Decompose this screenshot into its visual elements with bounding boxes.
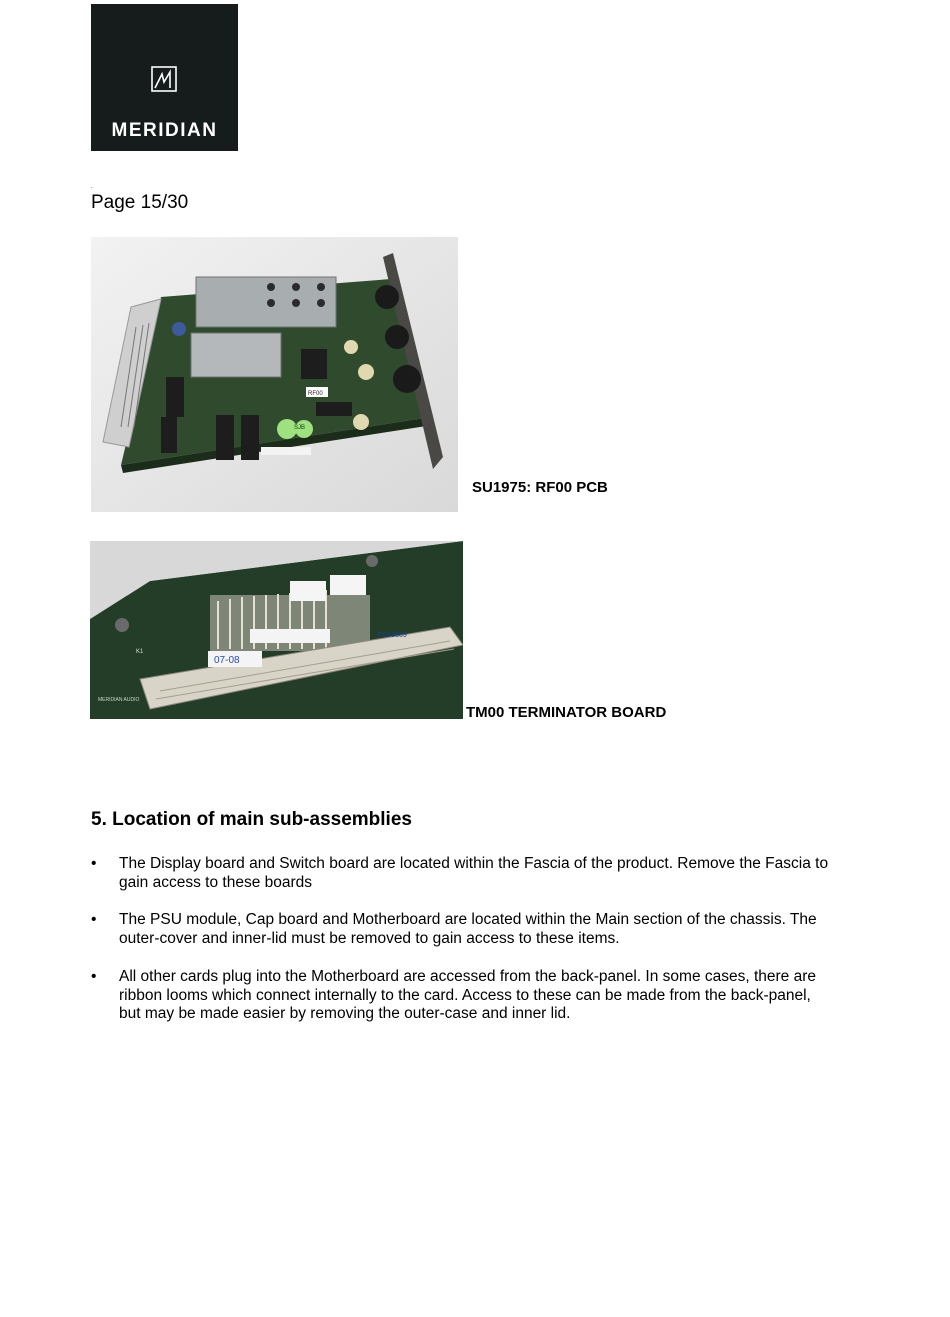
rf00-pcb-photo — [91, 237, 458, 512]
logo-wordmark: MERIDIAN — [111, 120, 218, 141]
bullet-list — [91, 855, 831, 1043]
list-item — [91, 911, 831, 948]
list-item — [91, 855, 831, 892]
pcb-label-brand: MERIDIAN AUDIO — [98, 697, 140, 703]
list-item — [91, 968, 831, 1024]
stray-dot: . — [91, 184, 93, 190]
pcb-label-rf00: RF00 — [308, 391, 323, 397]
section-heading: 5. Location of main sub-assemblies — [91, 809, 412, 830]
pcb-label-sjb: SJB — [294, 425, 306, 431]
tm00-board-photo — [90, 541, 463, 719]
pcb-label-part: FCI 9609 — [378, 632, 407, 639]
figure-caption-rf00: SU1975: RF00 PCB — [472, 479, 608, 496]
meridian-m-mark-icon — [151, 66, 177, 92]
figure-caption-tm00: TM00 TERMINATOR BOARD — [466, 704, 667, 721]
bullet-icon: • — [91, 855, 97, 872]
bullet-text: All other cards plug into the Motherboard are accessed from the back-panel. In some cases, there are ribbon looms which connect internally to the card. Access to these can be made from the back-panel, but may be made easier by removing the outer-case and inner lid. — [119, 967, 817, 1023]
bullet-icon: • — [91, 911, 97, 929]
meridian-logo — [91, 4, 238, 151]
bullet-icon: • — [91, 967, 97, 985]
bullet-text: The PSU module, Cap board and Motherboard are located within the Main section of the chassis. The outer-cover and inner-lid must be removed to gain access to these items. — [119, 911, 817, 948]
page-number: Page 15/30 — [91, 192, 189, 213]
pcb-label-date: 07-08 — [214, 655, 240, 666]
bullet-text: The Display board and Switch board are located within the Fascia of the product. Remove the Fascia to gain access to these boards — [119, 855, 829, 891]
pcb-label-k1: K1 — [136, 649, 144, 655]
